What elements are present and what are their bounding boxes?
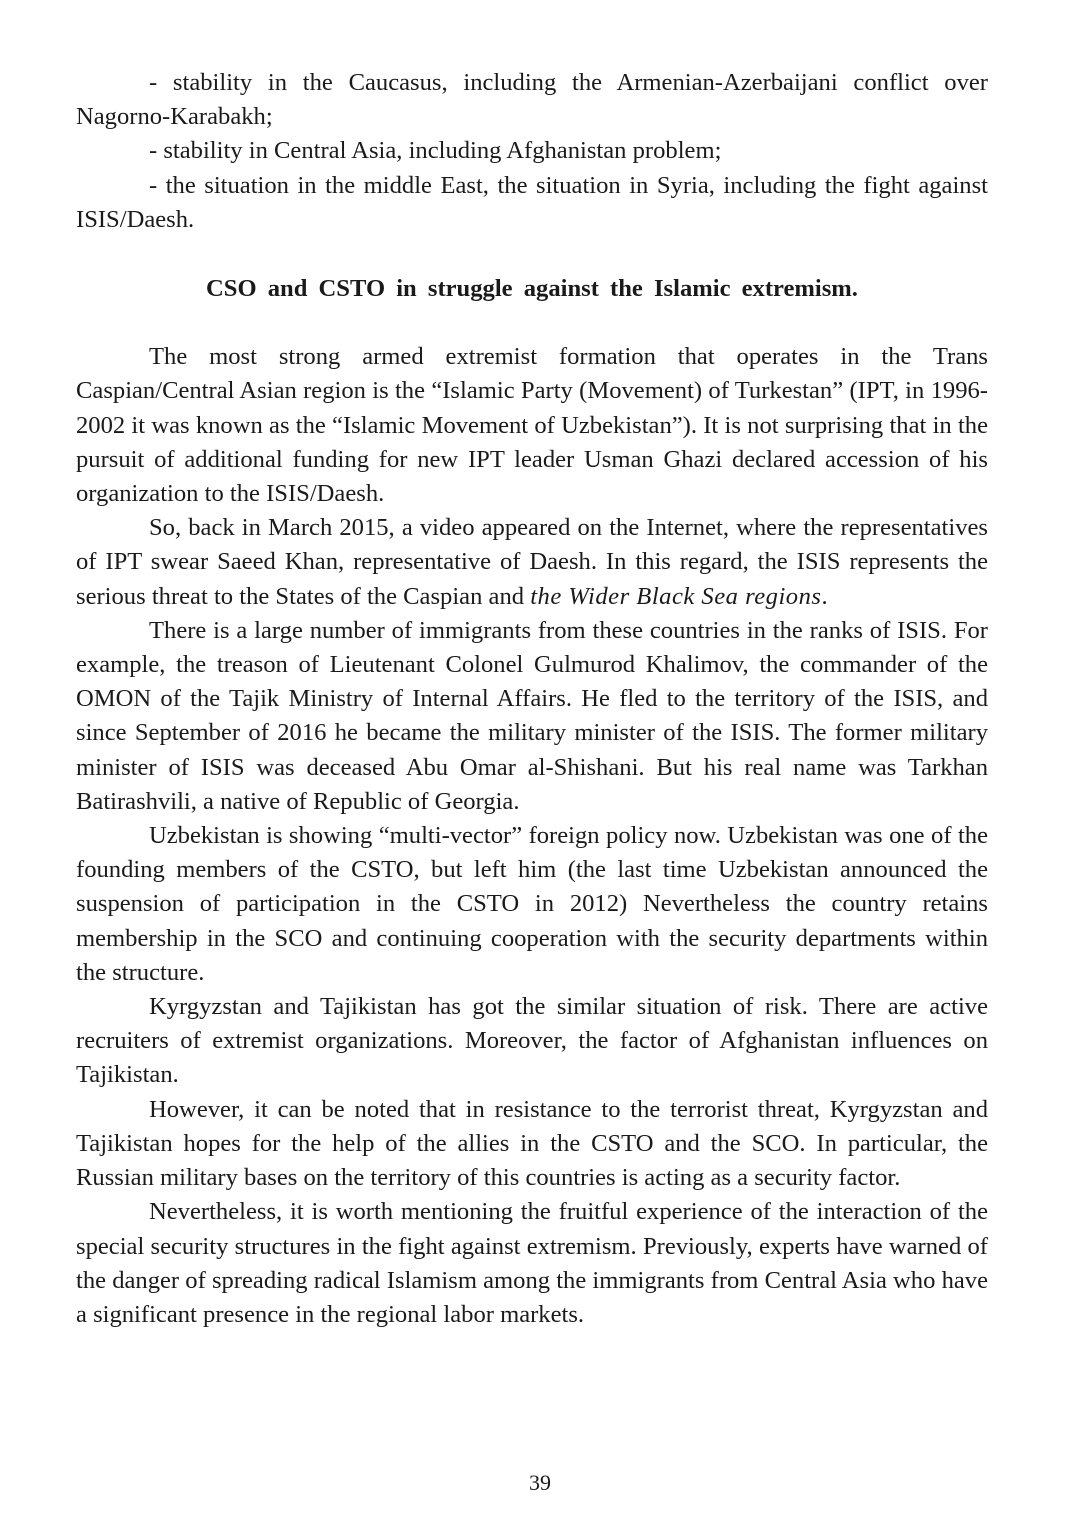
priority-list <box>76 66 988 237</box>
section-heading <box>76 272 988 306</box>
italic-phrase: the Wider Black Sea regions <box>530 582 822 610</box>
paragraph <box>76 511 988 614</box>
paragraph: Kyrgyzstan and Tajikistan has got the similar situation of risk. There are active recruiters of extremist organizations. Moreover, the factor of Afghanistan influences on Tajikistan. <box>76 993 988 1089</box>
paragraph: The most strong armed extremist formation that operates in the Trans Caspian/Central Asian region is the “Islamic Party (Movement) of Turkestan” (IPT, in 1996-2002 it was known as the “Islamic Movement of Uzbekistan”). It is not surprising that in the pursuit of additional funding for new IPT leader Usman Ghazi declared accession of his organization to the ISIS/Daesh. <box>76 343 988 508</box>
page-body <box>76 66 988 1332</box>
list-item: - the situation in the middle East, the situation in Syria, including the fight against ISIS/Daesh. <box>76 171 988 233</box>
page-number: 39 <box>529 1470 551 1495</box>
section-heading-text: CSO and CSTO in struggle against the Islamic extremism. <box>206 275 858 303</box>
list-item: - stability in Central Asia, including Afghanistan problem; <box>149 137 722 165</box>
paragraph: Nevertheless, it is worth mentioning the fruitful experience of the interaction of the special security structures in the fight against extremism. Previously, experts have warned of the danger of spreading radical Islamism among the immigrants from Central Asia who have a significant presence in the regional labor markets. <box>76 1198 988 1328</box>
paragraph: However, it can be noted that in resistance to the terrorist threat, Kyrgyzstan and Tajikistan hopes for the help of the allies in the CSTO and the SCO. In particular, the Russian military bases on the territory of this countries is acting as a security factor. <box>76 1095 988 1192</box>
paragraph: Uzbekistan is showing “multi-vector” foreign policy now. Uzbekistan was one of the founding members of the CSTO, but left him (the last time Uzbekistan announced the suspension of participation in the CSTO in 2012) Nevertheless the country retains membership in the SCO and continuing cooperation with the security departments within the structure. <box>76 822 988 986</box>
paragraph-text: So, back in March 2015, a video appeared on the Internet, where the representatives of IPT swear Saeed Khan, representative of Daesh. In this regard, the ISIS represents the serious threat to the States of the Caspian and <box>76 514 988 610</box>
paragraph-end: . <box>821 582 828 610</box>
list-item: - stability in the Caucasus, including the Armenian-Azerbaijani conflict over Nagorno-Karabakh; <box>76 69 988 131</box>
paragraph: There is a large number of immigrants from these countries in the ranks of ISIS. For example, the treason of Lieutenant Colonel Gulmurod Khalimov, the commander of the OMON of the Tajik Ministry of Internal Affairs. He fled to the territory of the ISIS, and since September of 2016 he became the military minister of the ISIS. The former military minister of ISIS was deceased Abu Omar al-Shishani. But his real name was Tarkhan Batirashvili, a native of Republic of Georgia. <box>76 616 988 815</box>
